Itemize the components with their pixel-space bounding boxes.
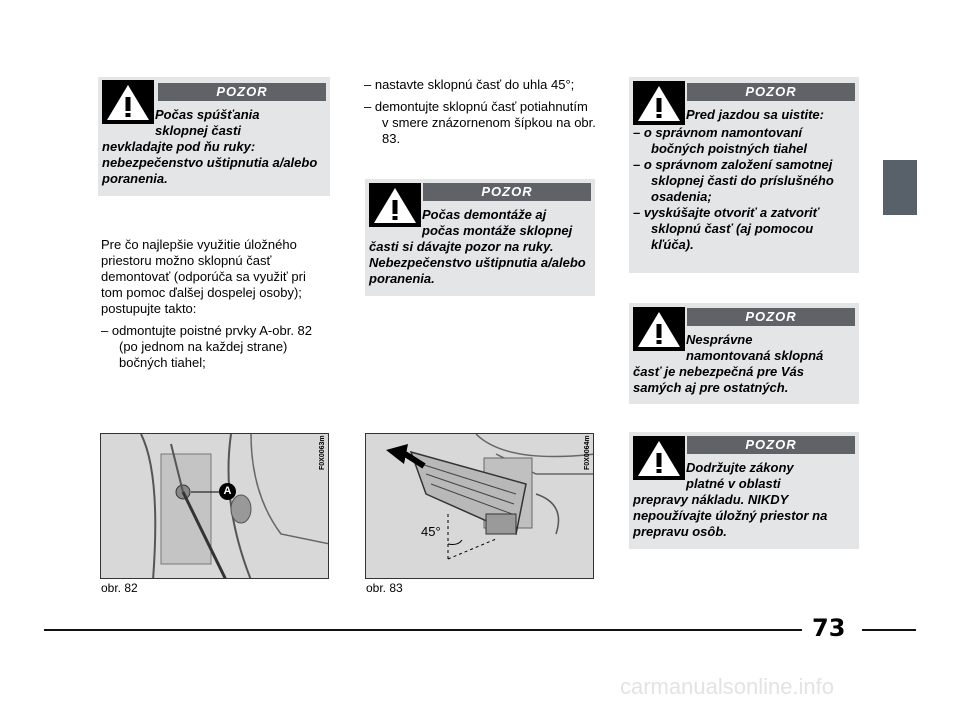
footer-rule-left xyxy=(44,629,802,631)
chapter-tab xyxy=(883,160,917,215)
pozor-label: POZOR xyxy=(687,436,855,454)
warning-text: Nesprávne namontovaná sklopná časť je nebezpečná pre Vás samých aj pre ostatných. xyxy=(633,332,824,395)
pozor-label: POZOR xyxy=(158,83,326,101)
angle-label: 45° xyxy=(421,524,441,539)
figure-code: F0X0064m xyxy=(584,435,591,470)
checklist-item: – vyskúšajte otvoriť a zatvoriť sklopnú časť (aj pomocou kľúča). xyxy=(633,205,819,252)
step-list-item: – odmontujte poistné prvky A-obr. 82 (po jednom na každej strane) bočných tiahel; xyxy=(101,323,313,370)
warning-text: Dodržujte zákony platné v oblasti prepravy nákladu. NIKDY nepoužívajte úložný priestor na prepravu osôb. xyxy=(633,460,828,539)
hinge-illustration xyxy=(101,434,329,579)
checklist-item: – o správnom založení samotnej sklopnej časti do príslušného osadenia; xyxy=(633,157,834,204)
figure-82 xyxy=(100,433,329,579)
pozor-label: POZOR xyxy=(687,308,855,326)
column-2-text xyxy=(364,77,596,153)
figure-83 xyxy=(365,433,594,579)
step-list-item: – nastavte sklopnú časť do uhla 45°; xyxy=(364,77,575,92)
tailgate-illustration xyxy=(366,434,594,579)
figure-caption: obr. 83 xyxy=(366,581,403,595)
warning-text: Počas spúšťania sklopnej časti nevkladajte pod ňu ruky: nebezpečenstvo uštipnutia a/alebo poranenia. xyxy=(102,107,318,186)
warning-box-3 xyxy=(629,77,859,273)
warning-box-5 xyxy=(629,432,859,549)
pozor-label: POZOR xyxy=(687,83,855,101)
callout-a: A xyxy=(219,483,236,500)
warning-box-4 xyxy=(629,303,859,404)
intro-paragraph: Pre čo najlepšie využitie úložného priestoru možno sklopnú časť demontovať (odporúča sa využiť pri tom pomoc ďalšej dospelej osoby); postupujte takto: xyxy=(101,237,306,316)
pozor-label: POZOR xyxy=(423,183,591,201)
warning-box-2 xyxy=(365,179,595,296)
warning-text: Počas demontáže aj počas montáže sklopnej časti si dávajte pozor na ruky. Nebezpečenstvo uštipnutia a/alebo poranenia. xyxy=(369,207,586,286)
figure-caption: obr. 82 xyxy=(101,581,138,595)
checklist-item: – o správnom namontovaní bočných poistných tiahel xyxy=(633,125,808,156)
column-1-text xyxy=(101,237,329,377)
page-number: 73 xyxy=(812,614,846,642)
figure-code: F0X0063m xyxy=(319,435,326,470)
warning-box-1 xyxy=(98,77,330,196)
step-list-item: – demontujte sklopnú časť potiahnutím v smere znázornenom šípkou na obr. 83. xyxy=(364,99,596,146)
checklist xyxy=(633,125,855,253)
footer-rule-right xyxy=(862,629,916,631)
warning-text: Pred jazdou sa uistite: xyxy=(686,107,824,122)
watermark: carmanualsonline.info xyxy=(620,674,835,699)
